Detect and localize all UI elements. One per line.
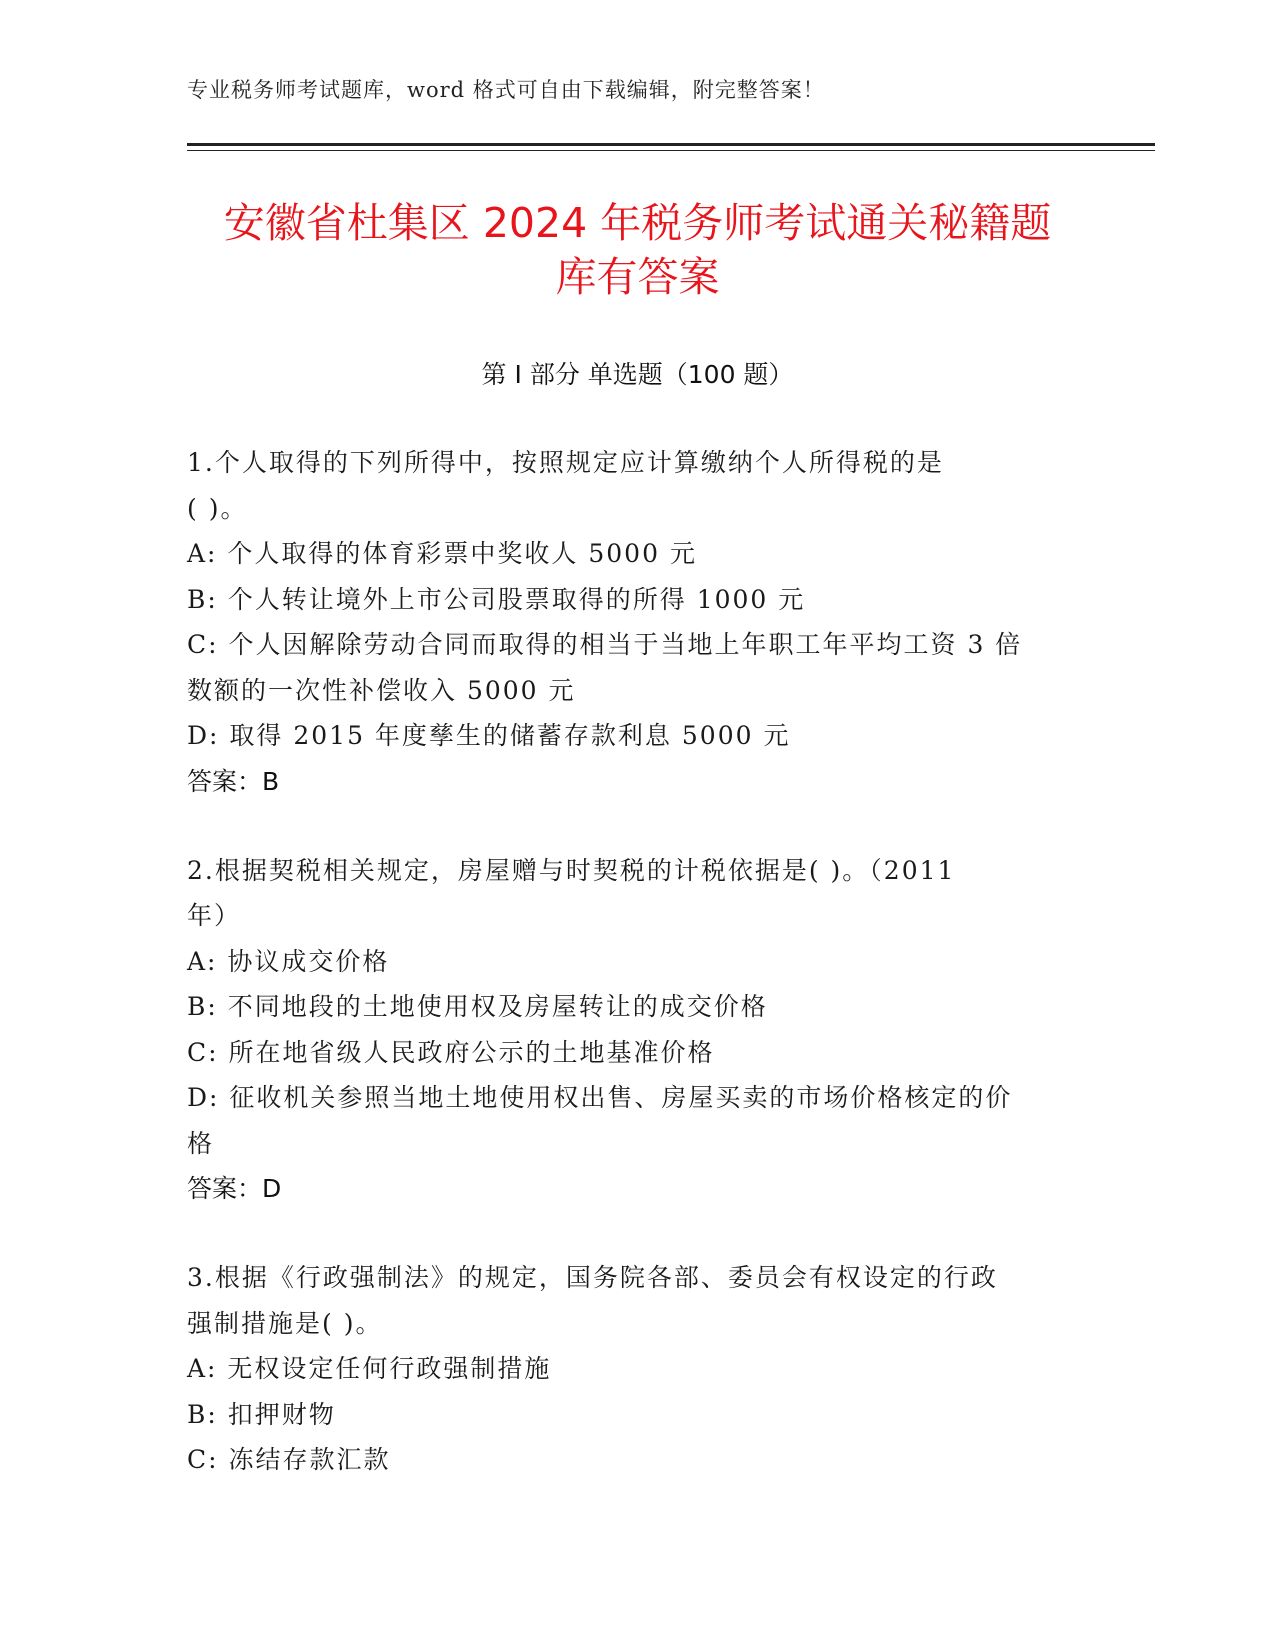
question-stem: 2.根据契税相关规定，房屋赠与时契税的计税依据是( )。（2011	[187, 855, 956, 885]
question-stem: 3.根据《行政强制法》的规定，国务院各部、委员会有权设定的行政	[187, 1263, 998, 1292]
option-a: A: 无权设定任何行政强制措施	[187, 1354, 552, 1383]
answer-label: 答案：B	[187, 766, 280, 796]
question-stem: 年）	[187, 901, 242, 930]
option-b: B: 不同地段的土地使用权及房屋转让的成交价格	[187, 992, 768, 1021]
header-rule-thin	[187, 150, 1155, 151]
question-stem: 1.个人取得的下列所得中，按照规定应计算缴纳个人所得税的是	[187, 448, 944, 477]
question-stem: 强制措施是( )。	[187, 1308, 383, 1338]
option-d-continued: 格	[187, 1128, 215, 1158]
title-line-1: 安徽省杜集区 2024 年税务师考试通关秘籍题	[223, 199, 1052, 247]
header-note: 专业税务师考试题库，word 格式可自由下载编辑，附完整答案！	[187, 78, 825, 102]
question-3	[187, 1255, 1087, 1483]
option-c: C: 冻结存款汇款	[187, 1445, 391, 1474]
title-line-2: 库有答案	[555, 253, 720, 301]
option-d: D: 征收机关参照当地土地使用权出售、房屋买卖的市场价格核定的价	[187, 1083, 1013, 1112]
option-c: C: 个人因解除劳动合同而取得的相当于当地上年职工年平均工资 3 倍	[187, 630, 1023, 659]
option-a: A: 协议成交价格	[187, 946, 390, 976]
header-rule-thick	[187, 143, 1155, 146]
option-d: D: 取得 2015 年度孳生的储蓄存款利息 5000 元	[187, 721, 791, 750]
question-1	[187, 440, 1087, 804]
section-heading: 第 I 部分 单选题（100 题）	[481, 360, 794, 389]
option-c-continued: 数额的一次性补偿收入 5000 元	[187, 675, 576, 705]
answer-label: 答案：D	[187, 1174, 282, 1203]
option-a: A: 个人取得的体育彩票中奖收人 5000 元	[187, 539, 697, 568]
option-b: B: 扣押财物	[187, 1399, 336, 1429]
question-list	[187, 440, 1087, 1527]
question-stem: ( )。	[187, 493, 248, 523]
question-2	[187, 848, 1087, 1212]
option-c: C: 所在地省级人民政府公示的土地基准价格	[187, 1037, 715, 1067]
document-title	[160, 196, 1115, 304]
option-b: B: 个人转让境外上市公司股票取得的所得 1000 元	[187, 584, 806, 614]
